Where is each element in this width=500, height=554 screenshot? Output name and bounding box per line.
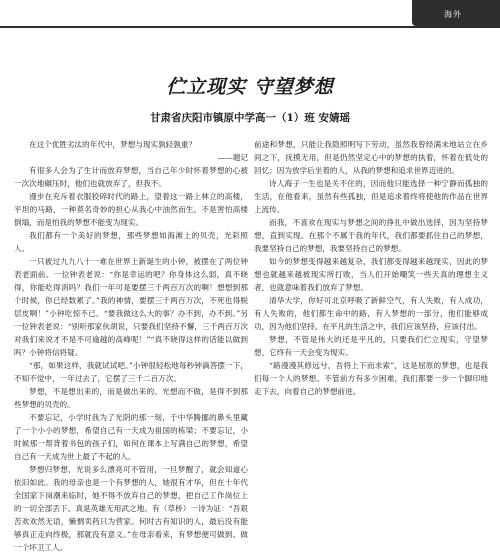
paragraph: “那，如果这样，我就试试吧。”小钟很轻松地每秒钟滴答摆一下，不知不觉中，一年过去了，它摆了三千二百万次。	[14, 361, 248, 383]
header-rule	[0, 26, 500, 28]
paragraph: 梦想归梦想，光说多么漂亮可不管用，一旦梦醒了，就会知道心依旧如此。我的母亲也是一个有梦想的人，她很有才华，但在十年代全国家下岗潮来临时，她不得不放弃自己的梦想，把自己工作岗位上的一切全部丢下。真是英雄无用武之地。有（草桥）一诗为证：“吾艰苦欢欢然无语，懒惆卖药只为营家。何时古有知识的人，最后没有能够真正走向终极，那就没有意义。”在母亲看来，有梦想便可做到。做一个坏卫工人。	[14, 465, 248, 552]
paragraph: 漫步在充斥着衣服狡碎时代的路上，望着这一路上林立的高楼，平坦的马路，一种莫名奇妙的担心从我心中油然而生。不是害怕高楼倒塌，而是怕我的梦想不能变为现实。	[14, 192, 248, 227]
paragraph: 清华大学，你好可北京呼吸了新鲜空气，有人失败，有人成功，有人失败的，他们都生命中的路，有人梦想的一部分，他们能够成功，因为他们坚持。在平凡的生活之中，我们应该坚持，应该付出。	[254, 296, 488, 331]
paragraph: 而我，不喜欢在现实与梦想之间的挣扎中做出选择，因为坚持梦想，直到实现。在那个不属于我的年代，我们都要抓住自己的梦想，我要坚持自己的梦想，我要坚持自己的梦想。	[254, 218, 488, 253]
paragraph: 梦想，不管是伟大的还是平凡的，只要我们伫立现实，守望梦想，它终有一天会变为现实。	[254, 335, 488, 357]
paragraph: 如今的梦想变得越来越复杂，我们都变得越来越现实，因此的梦想也就越来越被现实所打败，当人们开始嘲笑一些天真的理想主义者，也就意味着我们放弃了梦想。	[254, 257, 488, 292]
paragraph: ——题记	[217, 153, 248, 162]
paragraph: 前途和梦想，只能让我隐照明写下劳动，虽然我曾经满未地站立在乡间之下，抚摸无用，但是仍然坚定心中的梦想的执着，怀着在低处的回忆；因为放学后坐着的人，从我的梦想和追求世界迈进的。	[254, 140, 488, 175]
paragraph: “路漫漫其修远兮，吾将上下而求索”，这是屈原的梦想，也是我们每一个人的梦想。不管前方有多少困难，我们都要一步一个脚印地走下去，向着自己的梦想前进。	[254, 361, 488, 396]
paragraph: 梦想，不是想出来的，而是做出来的。光想而不做，是得不到那些梦想的贝壳的。	[14, 387, 248, 409]
article-title: 伫立现实 守望梦想	[166, 76, 334, 98]
section-label: 海外	[444, 10, 462, 19]
paragraph: 诗人海子一生也是关不住的，因而他只能选择一种宁静而孤独的生活，在他看来，虽然有些孤独，但是追求着终将使他的作品在世界上流传。	[254, 179, 488, 214]
left-column	[14, 138, 248, 552]
right-column	[254, 138, 488, 530]
paragraph: 在这个优胜劣汰的年代中，梦想与现实孰轻孰重？	[29, 140, 197, 149]
paragraph: 有很多人会为了生计而放弃梦想，当自己年少时怀着梦想的心被一次次地碾压时，他们也就放弃了，但我不。	[14, 166, 248, 188]
article-byline: 甘肃省庆阳市镇原中学高一（1）班 安婧瑶	[150, 112, 350, 124]
paragraph: 我们都有一个美好的梦想，那些梦想如海滩上的贝壳，光彩照人。	[14, 231, 248, 253]
paragraph: 一只被过九九八十一难在世界上新诞生的小钟，被摆在了两位钟表老面前。一位钟表老说：“你是幸运的吧？你身体这么弱，真不晓得，你能吃得消吗？我们一年可是要摆三千两百万次的啊！想想到那个时候，你已经数累了。”我的神情，要摆三千两百万次，不死也得脱层皮啊！”小钟吃惊不已。“要我做这么大的事？办不到，办不到。”另一位钟表老说：“别听那家伙胡说，只要我们坚持不懈，三千两百万次对我们来说才不是不可逾越的高峰呢！”“真不晓得这样的话能以做到吗？小钟将信将疑。	[14, 257, 248, 357]
paragraph: 不要忘记，小学时我为了光阴的那一刻，于中华腾挪的鼻头里藏了一个小小的梦想，希望自己有一天成为祖国的栋梁；不要忘记，小时候那一帮背着书包的孩子们，如何在课本上写满自己的梦想，希望自己有一天成为世上最了不起的人。	[14, 413, 248, 461]
